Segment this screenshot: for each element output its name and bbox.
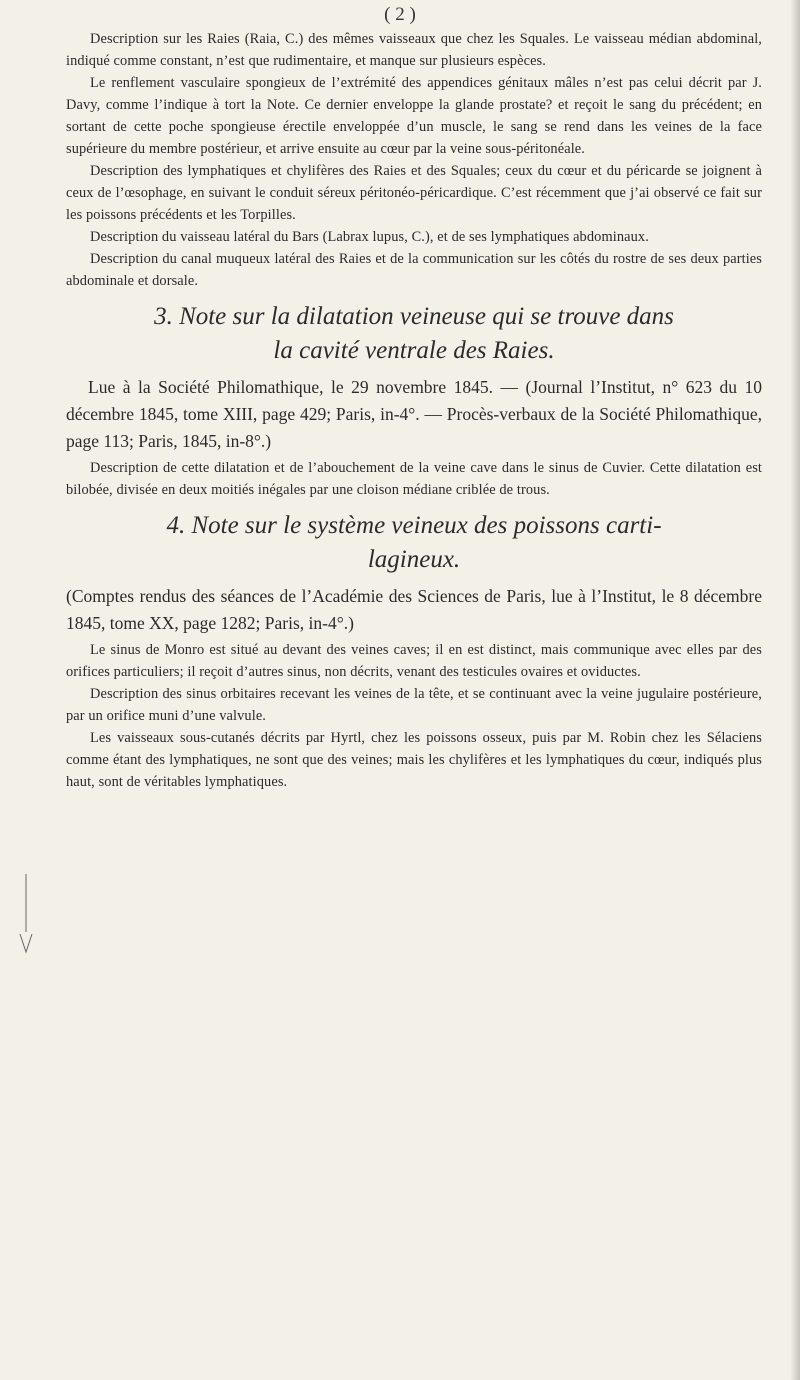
section-3-citation: Lue à la Société Philomathique, le 29 novembre 1845. — (Journal l’Institut, n° 623 du 10 décembre 1845, tome XIII, page 429; Paris, in-4°. — Procès-verbaux de la Société Philomathique, page 113; Paris, 1845, in-8°.) xyxy=(66,377,762,451)
section-3-paragraph-1: Description de cette dilatation et de l’abouchement de la veine cave dans le sinus de Cuvier. Cette dilatation est bilobée, divisée en deux moitiés inégales par une cloison médiane criblée de trous. xyxy=(66,460,762,498)
page-number: ( 2 ) xyxy=(384,4,416,25)
section-4-paragraph-2: Description des sinus orbitaires recevant les veines de la tête, et se continuant avec la veine jugulaire postérieure, par un orifice muni d’une valvule. xyxy=(66,686,762,724)
margin-pencil-mark xyxy=(14,872,36,962)
section-3-heading-line-2: la cavité ventrale des Raies. xyxy=(273,337,555,364)
intro-paragraph-1: Description sur les Raies (Raia, C.) des mêmes vaisseaux que chez les Squales. Le vaisseau médian abdominal, indiqué comme constant, n’est que rudimentaire, et manque sur plusieurs espèces. xyxy=(66,31,762,69)
intro-paragraph-4: Description du vaisseau latéral du Bars (Labrax lupus, C.), et de ses lymphatiques abdominaux. xyxy=(90,229,649,245)
section-3-heading xyxy=(66,300,762,368)
section-4-heading xyxy=(66,509,762,577)
page-edge-shadow xyxy=(790,0,800,1380)
section-4-paragraph-3: Les vaisseaux sous-cutanés décrits par Hyrtl, chez les poissons osseux, puis par M. Robin chez les Sélaciens comme étant des lymphatiques, ne sont que des veines; mais les chylifères et les lymphatiques du cœur, indiqués plus haut, sont de véritables lymphatiques. xyxy=(66,730,762,790)
page-body xyxy=(66,28,762,793)
section-4-heading-line-1: 4. Note sur le système veineux des poissons carti- xyxy=(166,512,662,539)
intro-paragraph-3: Description des lymphatiques et chylifères des Raies et des Squales; ceux du cœur et du péricarde se joignent à ceux de l’œsophage, en suivant le conduit séreux péritonéo-péricardique. C’est récemment que j’ai observé ce fait sur les poissons précédents et les Torpilles. xyxy=(66,163,762,223)
intro-paragraph-2: Le renflement vasculaire spongieux de l’extrémité des appendices génitaux mâles n’est pas celui décrit par J. Davy, comme l’indique à tort la Note. Ce dernier enveloppe la glande prostate? et reçoit le sang du précédent; en sortant de cette poche spongieuse érectile enveloppée d’un muscle, le sang se rend dans les veines de la face supérieure du membre postérieur, et arrive ensuite au cœur par la veine sous-péritonéale. xyxy=(66,75,762,157)
section-4-citation: (Comptes rendus des séances de l’Académie des Sciences de Paris, lue à l’Institut, le 8 décembre 1845, tome XX, page 1282; Paris, in-4°.) xyxy=(66,586,762,633)
section-3-heading-line-1: 3. Note sur la dilatation veineuse qui se trouve dans xyxy=(154,303,674,330)
section-4-heading-line-2: lagineux. xyxy=(367,546,461,573)
intro-paragraph-5: Description du canal muqueux latéral des Raies et de la communication sur les côtés du rostre de ses deux parties abdominale et dorsale. xyxy=(66,251,762,289)
section-4-paragraph-1: Le sinus de Monro est situé au devant des veines caves; il en est distinct, mais communique avec elles par des orifices particuliers; il reçoit d’autres sinus, non décrits, venant des testicules ovaires et oviductes. xyxy=(66,642,762,680)
